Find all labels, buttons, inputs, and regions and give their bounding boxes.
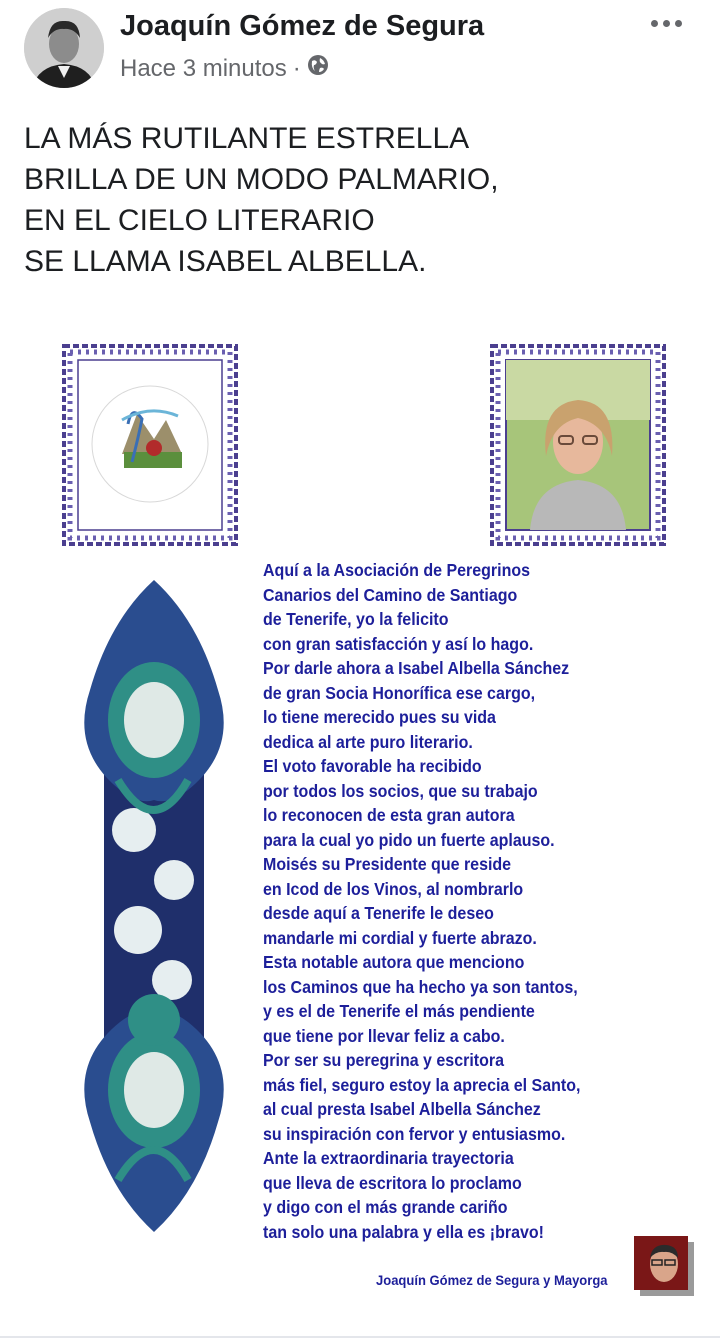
poem-line: su inspiración con fervor y entusiasmo. — [263, 1123, 566, 1144]
poem-line: Ante la extraordinaria trayectoria — [263, 1148, 514, 1168]
poem-line: y digo con el más grande cariño — [263, 1197, 508, 1217]
poem-line: más fiel, seguro estoy la aprecia el Santo, — [263, 1074, 581, 1095]
poem-line: lo reconocen de esta gran autora — [263, 805, 515, 825]
decorative-tile-panel — [68, 580, 240, 1232]
association-logo-frame — [62, 344, 238, 546]
poem-line: de gran Socia Honorífica ese cargo, — [263, 682, 536, 703]
author-name[interactable]: Joaquín Gómez de Segura — [120, 10, 485, 42]
post-text-line: BRILLA DE UN MODO PALMARIO, — [24, 163, 499, 196]
post-text-line: SE LLAMA ISABEL ALBELLA. — [24, 245, 427, 278]
poem-line: que lleva de escritora lo proclamo — [263, 1172, 522, 1193]
author-portrait-frame — [490, 344, 666, 546]
poem-line: El voto favorable ha recibido — [263, 756, 482, 776]
poem-signature: Joaquín Gómez de Segura y Mayorga — [376, 1272, 608, 1288]
poem-line: tan solo una palabra y ella es ¡bravo! — [263, 1221, 544, 1242]
poem-line: en Icod de los Vinos, al nombrarlo — [263, 878, 524, 899]
poem-line: Aquí a la Asociación de Peregrinos — [263, 560, 531, 580]
post-text-line: LA MÁS RUTILANTE ESTRELLA — [24, 122, 470, 155]
poem-line: Por ser su peregrina y escritora — [263, 1050, 504, 1070]
post-meta — [120, 54, 329, 83]
post-image[interactable] — [0, 326, 720, 1326]
poem-line: los Caminos que ha hecho ya son tantos, — [263, 976, 578, 997]
poem-line: desde aquí a Tenerife le deseo — [263, 903, 494, 923]
poem — [263, 558, 580, 1244]
post-time[interactable]: Hace 3 minutos — [120, 54, 287, 82]
author-avatar[interactable] — [24, 8, 104, 88]
avatar-portrait — [24, 8, 104, 88]
post-header — [0, 0, 720, 100]
poem-line: por todos los socios, que su trabajo — [263, 780, 538, 801]
poem-line: y es el de Tenerife el más pendiente — [263, 1001, 535, 1021]
poem-line: para la cual yo pido un fuerte aplauso. — [263, 829, 555, 850]
meta-separator: · — [292, 54, 301, 82]
poem-line: mandarle mi cordial y fuerte abrazo. — [263, 927, 537, 948]
poem-line: Esta notable autora que menciono — [263, 952, 525, 972]
poem-line: Canarios del Camino de Santiago — [263, 584, 518, 605]
post-divider — [0, 1336, 720, 1338]
poem-line: dedica al arte puro literario. — [263, 731, 473, 752]
poem-line: Moisés su Presidente que reside — [263, 854, 512, 874]
more-options-icon[interactable] — [646, 6, 686, 40]
poem-line: de Tenerife, yo la felicito — [263, 609, 449, 629]
globe-icon — [307, 54, 329, 83]
poem-line: al cual presta Isabel Albella Sánchez — [263, 1099, 541, 1119]
post-text-line: EN EL CIELO LITERARIO — [24, 204, 375, 237]
poem-line: Por darle ahora a Isabel Albella Sánchez — [263, 658, 570, 678]
signature-portrait — [634, 1236, 688, 1290]
poem-line: lo tiene merecido pues su vida — [263, 707, 496, 727]
poem-line: con gran satisfacción y así lo hago. — [263, 633, 534, 654]
poem-line: que tiene por llevar feliz a cabo. — [263, 1025, 505, 1046]
post-text — [24, 118, 499, 282]
